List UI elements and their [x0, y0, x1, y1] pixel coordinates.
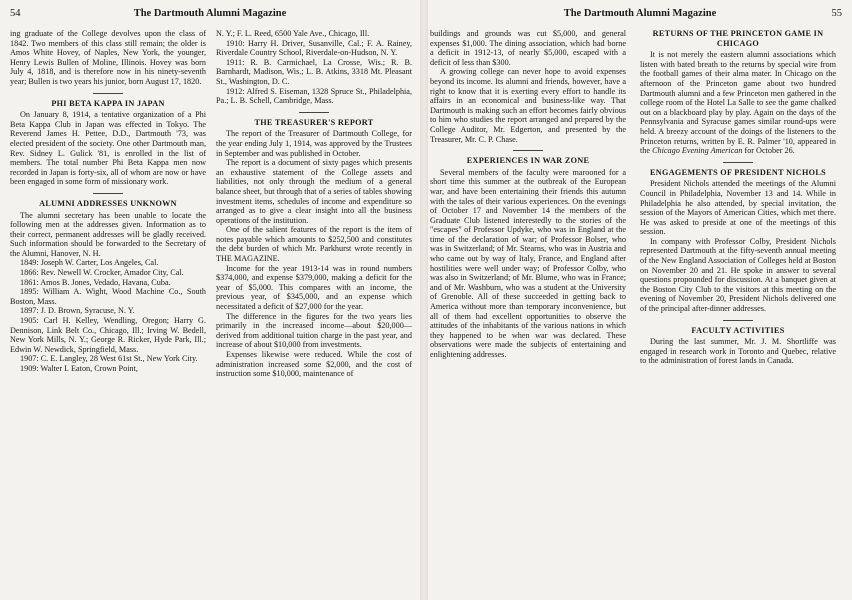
address-item: 1897: J. D. Brown, Syracuse, N. Y. — [20, 306, 135, 316]
page-number: 54 — [10, 8, 21, 19]
paragraph: President Nichols attended the meetings of the Alumni Council in Philadelphia, November 13 and 14. While in Philadelphia he also attended, by special invitation, the session of the Mayors of American Cities, which met there. He was asked to preside at one of the meetings of this session. — [640, 179, 836, 237]
running-title: The Dartmouth Alumni Magazine — [133, 8, 287, 19]
running-head-left — [0, 8, 420, 22]
right-page — [428, 0, 852, 600]
paragraph: In company with Professor Colby, President Nichols represented Dartmouth at the fifty-seventh annual meeting of the New England Association of Colleges held at Boston on November 20 and 21. He spoke in answer to several questions propounded for discussion. At a banquet given at the Boston City Club to the visitors at this meeting on the evening of November 20, President Nichols delivered one of the principal after-dinner addresses. — [640, 236, 836, 314]
right-column-2 — [640, 29, 836, 597]
continued-paragraph: buildings and grounds was cut $5,000, and general expenses $1,000. The dining association, which had borne a deficit in 1912-13, of nearly $5,000, escaped with a deficit of less than $300. — [430, 29, 626, 67]
paragraph: The report is a document of sixty pages which presents an exhaustive statement of the College assets and liabilities, not only through the medium of a general balance sheet, but through that of a series of tables showing investment items, schedules of income and expenditure so arranged as to give a clear insight into all the business operations of the institution. — [216, 158, 412, 225]
paragraph: Income for the year 1913-14 was in round numbers $374,000, and expense $379,000, making a deficit for the year of $5,000. This compares with an income, the previous year, of $345,000, and an expense which necessitated a deficit of $27,000 for the year. — [216, 263, 412, 312]
section-heading-alumni-addresses: ALUMNI ADDRESSES UNKNOWN — [39, 198, 177, 208]
address-item: 1909: Walter I. Eaton, Crown Point, — [20, 364, 138, 373]
continued-paragraph: ing graduate of the College devolves upon the class of 1842. Two members of this class still remain; the older is Amos White Hovey, of Naples, New York, the younger, Henry Lewis Bullen of Moline, Illinois. Hovey was born July 4, 1818, and is therefore now in his ninety-seventh year; Bullen is two years his junior, born August 17, 1820. — [10, 29, 206, 86]
left-column-1 — [10, 29, 206, 597]
section-heading-faculty-activities: FACULTY ACTIVITIES — [691, 325, 785, 335]
section-divider — [513, 150, 543, 151]
paragraph: On January 8, 1914, a tentative organization of a Phi Beta Kappa Club in Japan was effected in Tokyo. The Reverend James H. Pettee, D.D., Dartmouth '73, was elected president of the society. One other Dartmouth man, Rev. Sidney L. Gulick '81, is enrolled in the list of members. The total number Phi Beta Kappa men now recorded in Japan is forty-six, all of whom are now or have been engaged in some form of missionary work. — [10, 110, 206, 187]
paragraph-text: It is not merely the eastern alumni associations which listen with bated breath to the returns by special wire from the football games of their alma mater. In Chicago on the afternoon of the Princeton game about two hundred Dartmouth alumni and a few Princeton men gathered in the college room of the Hotel La Salle to see the game chalked out on a blackboard play by play. Again on the days of the Pennsylvania and Syracuse games similar round-ups were held. A breezy account of the doings of the listeners to the Princeton returns, written by E. R. Palmer '10, appeared in the — [640, 50, 836, 156]
section-heading-phi-beta-kappa: PHI BETA KAPPA IN JAPAN — [51, 98, 165, 108]
book-gutter — [420, 0, 428, 600]
paragraph: The alumni secretary has been unable to locate the following men at the addresses given. Information as to their correct, permanent addresses will be gladly received. Such information should be forwarded to the Secretary of the Alumni, Hanover, N. H. — [10, 210, 206, 258]
section-divider — [723, 162, 753, 163]
section-heading-princeton-game: RETURNS OF THE PRINCETON GAME IN CHICAGO — [652, 29, 824, 48]
paragraph: Expenses likewise were reduced. While the cost of administration increased some $2,000, and the cost of instruction some $10,000, maintenance of — [216, 350, 412, 379]
right-column-1 — [430, 29, 626, 597]
address-item: 1907: C. E. Langley, 28 West 61st St., New York City. — [20, 354, 198, 364]
address-item: N. Y.; F. L. Reed, 6500 Yale Ave., Chicago, Ill. — [216, 29, 370, 38]
address-item: 1910: Harry H. Driver, Susanville, Cal.; F. A. Rainey, Riverdale Country School, Riverdale-on-Hudson, N. Y. — [216, 38, 412, 58]
running-title: The Dartmouth Alumni Magazine — [563, 8, 717, 19]
paragraph: A growing college can never hope to avoid expenses beyond its income. Its alumni and friends, however, have a right to know that it is exerting every effort to handle its affairs in an economical and business-like way. That Dartmouth is making such an effort becomes fairly obvious to him who studies the report arranged and prepared by the College Auditor, Mr. Edgerton, and presented by the Treasurer, Mr. C. P. Chase. — [430, 67, 626, 144]
paragraph — [640, 50, 836, 156]
section-divider — [93, 93, 123, 94]
address-item: 1912: Alfred S. Eiseman, 1328 Spruce St., Philadelphia, Pa.; L. B. Schell, Cambridge, Mass. — [216, 86, 412, 106]
section-heading-war-zone: EXPERIENCES IN WAR ZONE — [466, 156, 590, 166]
address-item: 1861: Amos B. Jones, Vedado, Havana, Cuba. — [20, 277, 171, 287]
left-page — [0, 0, 420, 600]
paragraph-text: for October 26. — [742, 146, 795, 156]
paragraph: During the last summer, Mr. J. M. Shortliffe was engaged in research work in Toronto and Quebec, relative to the administration of forest lands in Canada. — [640, 337, 836, 366]
section-divider — [723, 320, 753, 321]
section-heading-president-nichols: ENGAGEMENTS OF PRESIDENT NICHOLS — [650, 167, 826, 177]
left-column-2 — [216, 29, 412, 597]
address-item: 1911: R. B. Carmichael, La Crosse, Wis.; R. B. Barnhardt, Madison, Wis.; L. B. Atkins, 3318 Mt. Pleasant St., Washington, D. C. — [216, 57, 412, 86]
paragraph: One of the salient features of the report is the item of notes payable which amounts to $252,500 and constitutes the debt burden of which Mr. Parkhurst wrote recently in THE MAGAZINE. — [216, 225, 412, 264]
section-heading-treasurers-report: THE TREASURER'S REPORT — [254, 117, 374, 127]
address-item: 1849: Joseph W. Carter, Los Angeles, Cal. — [20, 258, 159, 268]
address-item: 1905: Carl H. Kelley, Wendling, Oregon; Harry G. Dennison, Link Belt Co., Chicago, Ill.; Irving W. Bedell, New York Mills, N. Y.; George R. Ricker, Hyde Park, Ill.; Edwin W. Newdick, Springfield, Mass. — [10, 316, 206, 354]
page-number: 55 — [831, 8, 842, 19]
address-item: 1866: Rev. Newell W. Crocker, Amador City, Cal. — [20, 268, 184, 278]
paragraph: The report of the Treasurer of Dartmouth College, for the year ending July 1, 1914, was approved by the Trustees in September and was published in October. — [216, 129, 412, 158]
paragraph: The difference in the figures for the two years lies primarily in the increased income—about $20,000—derived from additional tuition charge in the past year, and increase of about $10,000 from investments. — [216, 311, 412, 350]
newspaper-title: Chicago Evening American — [652, 146, 743, 156]
section-divider — [299, 112, 329, 113]
paragraph: Several members of the faculty were marooned for a short time this summer at the outbreak of the European war, and have been entertaining their friends this autumn with the tales of their various experiences. On the evenings of October 17 and November 14 the members of the Graduate Club listened interestedly to the stories of the "escapes" of Professor Updyke, who was in England at the time of the declaration of war; of Professor Bolser, who was in Switzerland; of Mr. Stearns, who was in Austria and who came out by way of Italy, France, and England after hostilities were well under way; of Professor Colby, who was also in Switzerland; of Mr. Blume, who was in France; and of Mr. Washburn, who was a student at the University of Grenoble. All of these succeeded in getting back to America without more than temporary inconvenience, but all of them had excellent opportunities to observe the attitudes of the inhabitants of the various nations in which they happened to be when war was declared. These observations were made the subjects of entertaining and enlightening addresses. — [430, 167, 626, 359]
section-divider — [93, 193, 123, 194]
running-head-right — [428, 8, 852, 22]
address-item: 1895: William A. Wight, Wood Machine Co., South Boston, Mass. — [10, 287, 206, 306]
